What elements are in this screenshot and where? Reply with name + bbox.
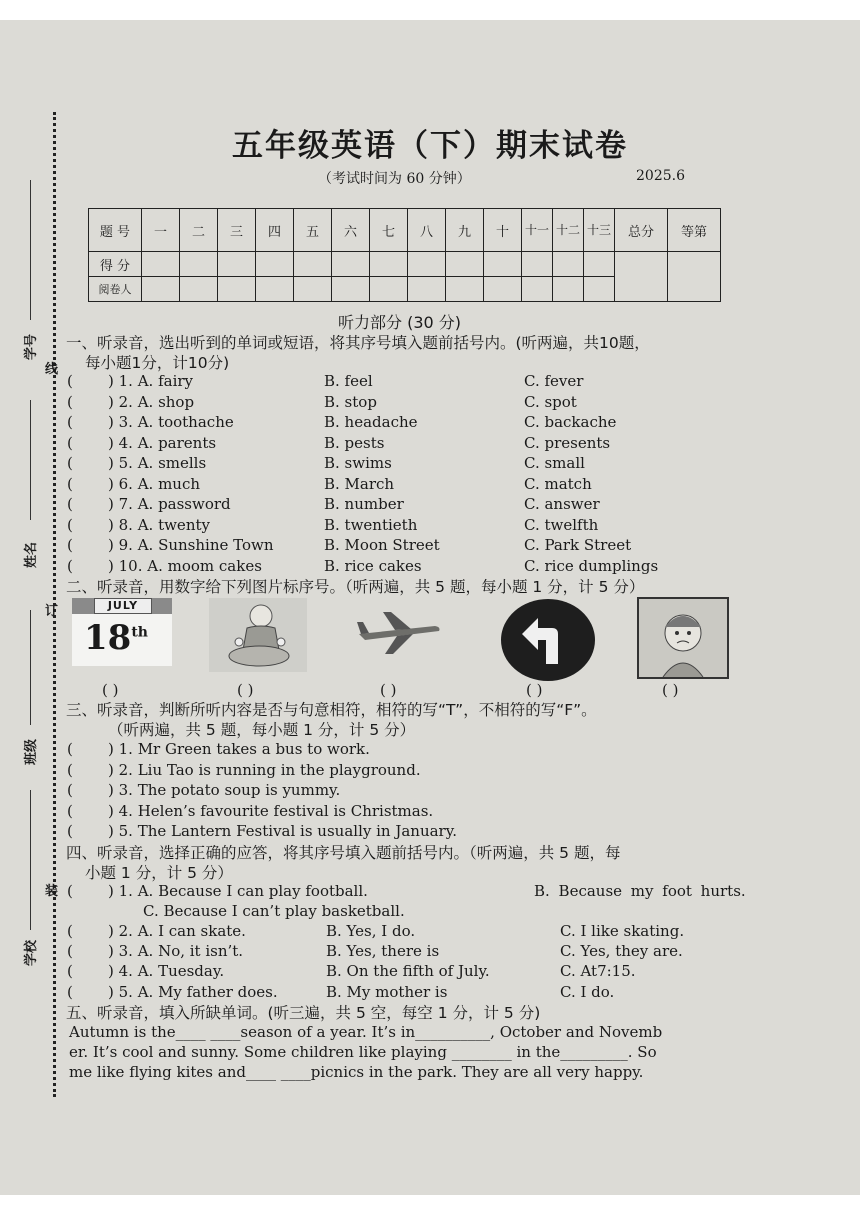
answer-paren[interactable]: ( bbox=[67, 515, 73, 534]
score-header-cell: 六 bbox=[332, 209, 370, 252]
question-option-c: C. spot bbox=[524, 392, 577, 411]
response-option-b: B. Yes, I do. bbox=[326, 922, 416, 940]
question-option-a: ) 2. A. shop bbox=[108, 392, 195, 411]
response-option-c: C. Yes, they are. bbox=[560, 942, 683, 960]
response-option-a: ) 2. A. I can skate. bbox=[108, 922, 246, 940]
question-option-c: C. small bbox=[524, 454, 585, 472]
response-option-c: C. I do. bbox=[560, 983, 615, 1001]
question-option-c: C. twelfth bbox=[524, 515, 599, 534]
answer-paren[interactable]: ( bbox=[67, 801, 73, 820]
score-cell[interactable] bbox=[553, 252, 584, 277]
answer-paren[interactable]: ( bbox=[67, 413, 73, 431]
section5-passage-line3: me like flying kites and____ ____picnics in the park. They are all very happy. bbox=[69, 1063, 644, 1081]
exam-date: 2025.6 bbox=[636, 168, 685, 184]
question-option-c: C. presents bbox=[524, 433, 611, 452]
score-cell[interactable] bbox=[180, 252, 218, 277]
grader-cell[interactable] bbox=[484, 277, 522, 302]
grader-cell[interactable] bbox=[332, 277, 370, 302]
class-blank[interactable] bbox=[30, 610, 31, 725]
section1-heading-cont: 每小题1分，计10分) bbox=[85, 354, 230, 372]
question-option-a: ) 6. A. much bbox=[108, 474, 201, 493]
score-cell[interactable] bbox=[408, 252, 446, 277]
score-header-cell: 一 bbox=[142, 209, 180, 252]
school-blank[interactable] bbox=[30, 790, 31, 930]
picture1-answer-blank[interactable]: ( ) bbox=[102, 681, 119, 699]
grader-cell[interactable] bbox=[256, 277, 294, 302]
response-option-c: C. At7:15. bbox=[560, 962, 636, 980]
answer-paren[interactable]: ( bbox=[67, 962, 73, 980]
answer-paren[interactable]: ( bbox=[67, 942, 73, 960]
question-option-c: C. answer bbox=[524, 495, 600, 513]
score-header-cell: 十 bbox=[484, 209, 522, 252]
grader-cell[interactable] bbox=[294, 277, 332, 302]
section3-heading: 三、听录音，判断所听内容是否与句意相符，相符的写“T”，不相符的写“F”。 bbox=[66, 701, 597, 719]
score-header-cell: 五 bbox=[294, 209, 332, 252]
score-header-cell: 十二 bbox=[553, 209, 584, 252]
grader-cell[interactable] bbox=[584, 277, 615, 302]
question-option-b: B. Moon Street bbox=[324, 536, 440, 554]
score-cell[interactable] bbox=[294, 252, 332, 277]
judgement-statement: ) 3. The potato soup is yummy. bbox=[108, 781, 341, 799]
picture2-answer-blank[interactable]: ( ) bbox=[237, 681, 254, 699]
response-option-a: ) 3. A. No, it isn’t. bbox=[108, 942, 244, 960]
binding-mark-seal: 装 bbox=[45, 884, 59, 899]
question-option-a: ) 5. A. smells bbox=[108, 454, 207, 472]
question-option-c: C. fever bbox=[524, 372, 584, 390]
question-option-b: B. rice cakes bbox=[324, 556, 422, 575]
question-option-a: ) 4. A. parents bbox=[108, 433, 217, 452]
section5-heading: 五、听录音，填入所缺单词。(听三遍，共 5 空，每空 1 分，计 5 分) bbox=[66, 1004, 541, 1022]
judgement-statement: ) 4. Helen’s favourite festival is Christmas. bbox=[108, 801, 434, 820]
response-option-a: ) 1. A. Because I can play football. bbox=[108, 882, 368, 900]
total-score-cell[interactable] bbox=[615, 252, 668, 302]
score-row-label: 阅卷人 bbox=[89, 277, 142, 302]
exam-time-note: （考试时间为 60 分钟） bbox=[318, 171, 471, 187]
grader-cell[interactable] bbox=[522, 277, 553, 302]
question-option-a: ) 1. A. fairy bbox=[108, 372, 194, 390]
answer-paren[interactable]: ( bbox=[67, 781, 73, 799]
score-cell[interactable] bbox=[142, 252, 180, 277]
section5-passage-line2: er. It’s cool and sunny. Some children like playing ________ in the_________. So bbox=[69, 1043, 657, 1061]
answer-paren[interactable]: ( bbox=[67, 454, 73, 472]
section4-heading: 四、听录音，选择正确的应答，将其序号填入题前括号内。（听两遍，共 5 题，每 bbox=[66, 844, 621, 862]
question-option-b: B. number bbox=[324, 495, 404, 513]
sick-child-picture bbox=[637, 597, 729, 679]
score-cell[interactable] bbox=[332, 252, 370, 277]
question-option-c: C. rice dumplings bbox=[524, 556, 659, 575]
score-header-cell: 八 bbox=[408, 209, 446, 252]
question-option-b: B. headache bbox=[324, 413, 418, 431]
grader-cell[interactable] bbox=[218, 277, 256, 302]
answer-paren[interactable]: ( bbox=[67, 822, 73, 840]
question-option-b: B. stop bbox=[324, 392, 377, 411]
section4-heading-cont: 小题 1 分，计 5 分） bbox=[85, 864, 233, 882]
score-header-cell: 题 号 bbox=[89, 209, 142, 252]
calendar-suffix: th bbox=[131, 624, 148, 641]
score-header-cell: 等第 bbox=[668, 209, 721, 252]
answer-paren[interactable]: ( bbox=[67, 433, 73, 452]
answer-paren[interactable]: ( bbox=[67, 474, 73, 493]
question-option-b: B. pests bbox=[324, 433, 385, 452]
score-cell[interactable] bbox=[584, 252, 615, 277]
response-option-b: B. On the fifth of July. bbox=[326, 962, 490, 980]
question-option-b: B. March bbox=[324, 474, 395, 493]
answer-paren[interactable]: ( bbox=[67, 392, 73, 411]
score-cell[interactable] bbox=[218, 252, 256, 277]
boy-washing-picture bbox=[209, 598, 307, 672]
score-header-cell: 总分 bbox=[615, 209, 668, 252]
response-option-a: ) 4. A. Tuesday. bbox=[108, 962, 225, 980]
answer-paren[interactable]: ( bbox=[67, 983, 73, 1001]
grader-cell[interactable] bbox=[142, 277, 180, 302]
id-no-blank[interactable] bbox=[30, 180, 31, 320]
question-option-b: B. feel bbox=[324, 372, 373, 390]
grader-cell[interactable] bbox=[553, 277, 584, 302]
binding-mark-line: 线 bbox=[45, 362, 59, 377]
judgement-statement: ) 1. Mr Green takes a bus to work. bbox=[108, 740, 370, 758]
question-option-a: ) 9. A. Sunshine Town bbox=[108, 536, 274, 554]
score-header-cell: 七 bbox=[370, 209, 408, 252]
listening-title: 听力部分 (30 分) bbox=[338, 313, 462, 332]
section1-heading: 一、听录音，选出听到的单词或短语，将其序号填入题前括号内。(听两遍，共10题， bbox=[66, 334, 650, 352]
grader-cell[interactable] bbox=[370, 277, 408, 302]
answer-paren[interactable]: ( bbox=[67, 556, 73, 575]
question-option-b: B. twentieth bbox=[324, 515, 418, 534]
picture5-answer-blank[interactable]: ( ) bbox=[662, 681, 679, 699]
picture4-answer-blank[interactable]: ( ) bbox=[526, 681, 543, 699]
response-option-c: C. I like skating. bbox=[560, 922, 685, 940]
response-option-b: B. Because my foot hurts. bbox=[534, 882, 746, 900]
judgement-statement: ) 2. Liu Tao is running in the playground. bbox=[108, 760, 421, 779]
score-header-cell: 十一 bbox=[522, 209, 553, 252]
answer-paren[interactable]: ( bbox=[67, 760, 73, 779]
binding-mark-bind: 订 bbox=[45, 604, 59, 619]
score-cell[interactable] bbox=[446, 252, 484, 277]
calendar-day: 18 bbox=[84, 618, 132, 658]
name-blank[interactable] bbox=[30, 400, 31, 520]
school-label: 学校 bbox=[24, 939, 39, 966]
answer-paren[interactable]: ( bbox=[67, 536, 73, 554]
question-option-c: C. backache bbox=[524, 413, 617, 431]
question-option-a: ) 7. A. password bbox=[108, 495, 231, 513]
score-table bbox=[88, 208, 721, 302]
score-header-cell: 九 bbox=[446, 209, 484, 252]
response-option-a: ) 5. A. My father does. bbox=[108, 983, 278, 1001]
question-option-a: ) 10. A. moom cakes bbox=[108, 556, 262, 575]
answer-paren[interactable]: ( bbox=[67, 372, 73, 390]
section5-passage-line1: Autumn is the____ ____season of a year. It’s in__________, October and Novemb bbox=[69, 1023, 663, 1041]
question-option-a: ) 8. A. twenty bbox=[108, 515, 210, 534]
score-header-cell: 二 bbox=[180, 209, 218, 252]
score-header-cell: 十三 bbox=[584, 209, 615, 252]
response-option-b: B. Yes, there is bbox=[326, 942, 440, 960]
answer-paren[interactable]: ( bbox=[67, 882, 73, 900]
turn-left-sign-icon bbox=[500, 598, 596, 682]
score-row-label: 得 分 bbox=[89, 252, 142, 277]
response-option-b: B. My mother is bbox=[326, 983, 448, 1001]
class-label: 班级 bbox=[24, 738, 39, 765]
score-cell[interactable] bbox=[370, 252, 408, 277]
grader-cell[interactable] bbox=[408, 277, 446, 302]
judgement-statement: ) 5. The Lantern Festival is usually in January. bbox=[108, 822, 457, 840]
question-option-c: C. match bbox=[524, 474, 592, 493]
answer-paren[interactable]: ( bbox=[67, 495, 73, 513]
grader-cell[interactable] bbox=[446, 277, 484, 302]
exam-title: 五年级英语（下）期末试卷 bbox=[232, 128, 628, 164]
score-cell[interactable] bbox=[256, 252, 294, 277]
question-option-a: ) 3. A. toothache bbox=[108, 413, 234, 431]
question-option-b: B. swims bbox=[324, 454, 392, 472]
answer-paren[interactable]: ( bbox=[67, 922, 73, 940]
answer-paren[interactable]: ( bbox=[67, 740, 73, 758]
grader-cell[interactable] bbox=[180, 277, 218, 302]
section2-heading: 二、听录音，用数字给下列图片标序号。（听两遍，共 5 题，每小题 1 分，计 5 分） bbox=[66, 578, 645, 596]
grade-cell[interactable] bbox=[668, 252, 721, 302]
picture3-answer-blank[interactable]: ( ) bbox=[380, 681, 397, 699]
score-header-cell: 三 bbox=[218, 209, 256, 252]
calendar-picture bbox=[72, 598, 172, 668]
score-cell[interactable] bbox=[484, 252, 522, 277]
airplane-picture bbox=[355, 608, 443, 658]
calendar-month: JULY bbox=[94, 598, 152, 614]
score-header-cell: 四 bbox=[256, 209, 294, 252]
score-cell[interactable] bbox=[522, 252, 553, 277]
id-no-label: 学号 bbox=[24, 333, 39, 360]
section3-heading-cont: （听两遍，共 5 题，每小题 1 分，计 5 分） bbox=[108, 721, 416, 739]
response-option-c: C. Because I can’t play basketball. bbox=[143, 902, 405, 920]
question-option-c: C. Park Street bbox=[524, 536, 632, 554]
name-label: 姓名 bbox=[24, 541, 39, 568]
